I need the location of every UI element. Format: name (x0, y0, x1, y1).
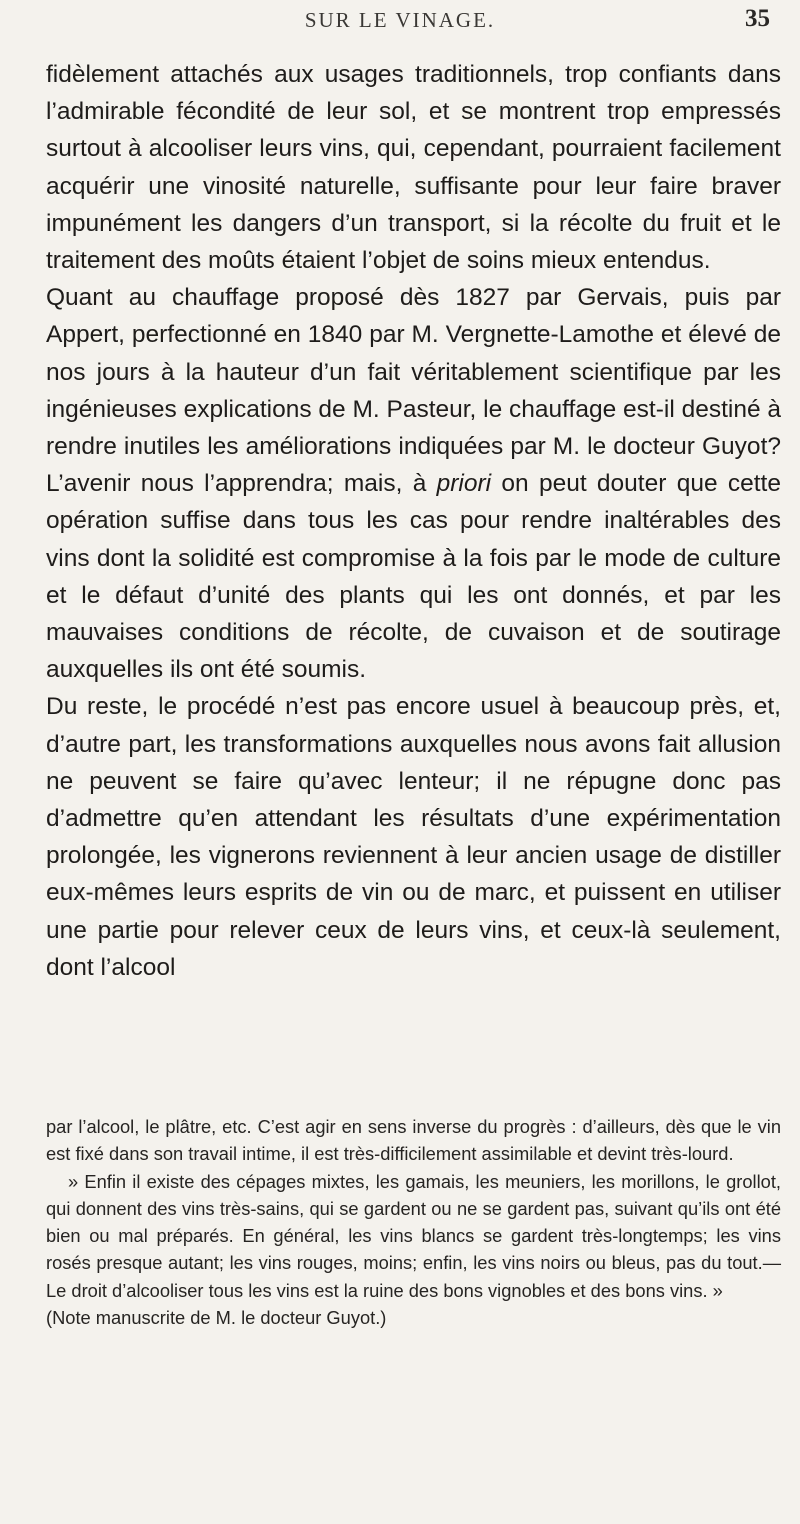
italic-priori: priori (436, 470, 492, 498)
footnote (46, 1113, 781, 1331)
footnote-paragraph-cepages: » Enfin il existe des cépages mixtes, les gamais, les meuniers, les morillons, le grollot, qui donnent des vins très-sains, qui se gardent ou ne se gardent pas, suivant qu’ils ont été bien ou mal préparés. En général, les vins blancs se gardent très-longtemps; les vins rosés presque autant; les vins rouges, moins; enfin, les vins noirs ou bleus, pas du tout.— Le droit d’alcooliser tous les vins est la ruine des bons vignobles et des bons vins. » (46, 1170, 781, 1301)
running-head (0, 5, 800, 38)
paragraph-du-reste: Du reste, le procédé n’est pas encore usuel à beaucoup près, et, d’autre part, les transformations auxquelles nous avons fait allusion ne peuvent se faire qu’avec lenteur; il ne répugne donc pas d’admettre qu’en attendant les résultats d’une expérimentation prolongée, les vignerons reviennent à leur ancien usage de distiller eux-mêmes leurs esprits de vin ou de marc, et puissent en utiliser une partie pour relever ceux de leurs vins, et ceux-là seulement, dont l’alcool (46, 693, 781, 981)
paragraph-continued: fidèlement attachés aux usages traditionnels, trop confiants dans l’admirable fécondité de leur sol, et se montrent trop empressés surtout à alcooliser leurs vins, qui, cependant, pourraient facilement acquérir une vinosité naturelle, suffisante pour leur faire braver impunément les dangers d’un transport, si la récolte du fruit et le traitement des moûts étaient l’objet de soins mieux entendus. (46, 61, 781, 275)
paragraph-chauffage-text-end: on peut douter que cette opération suffise dans tous les cas pour rendre inaltérables des vins dont la solidité est compromise à la fois par le mode de culture et le défaut d’unité des plants qui les ont donnés, et par les mauvaises conditions de récolte, de cuvaison et de soutirage auxquelles ils ont été soumis. (46, 470, 781, 684)
footnote-source-note: (Note manuscrite de M. le docteur Guyot.) (46, 1307, 387, 1329)
paragraph-chauffage (46, 279, 781, 688)
main-text (46, 56, 781, 986)
running-title: SUR LE VINAGE. (304, 8, 496, 32)
footnote-paragraph-continued: par l’alcool, le plâtre, etc. C’est agir en sens inverse du progrès : d’ailleurs, dès que le vin est fixé dans son travail intime, il est très-difficilement assimilable et devint très-lourd. (46, 1116, 781, 1165)
paragraph-chauffage-text-start: Quant au chauffage proposé dès 1827 par Gervais, puis par Appert, perfectionné en 1840 par M. Vergnette-Lamothe et élevé de nos jours à la hauteur d’un fait véritablement scientifique par les ingénieuses explications de M. Pasteur, le chauffage est-il destiné à rendre inutiles les améliorations indiquées par M. le docteur Guyot? L’avenir nous l’apprendra; mais, à (46, 284, 781, 498)
page-number: 35 (745, 5, 770, 32)
